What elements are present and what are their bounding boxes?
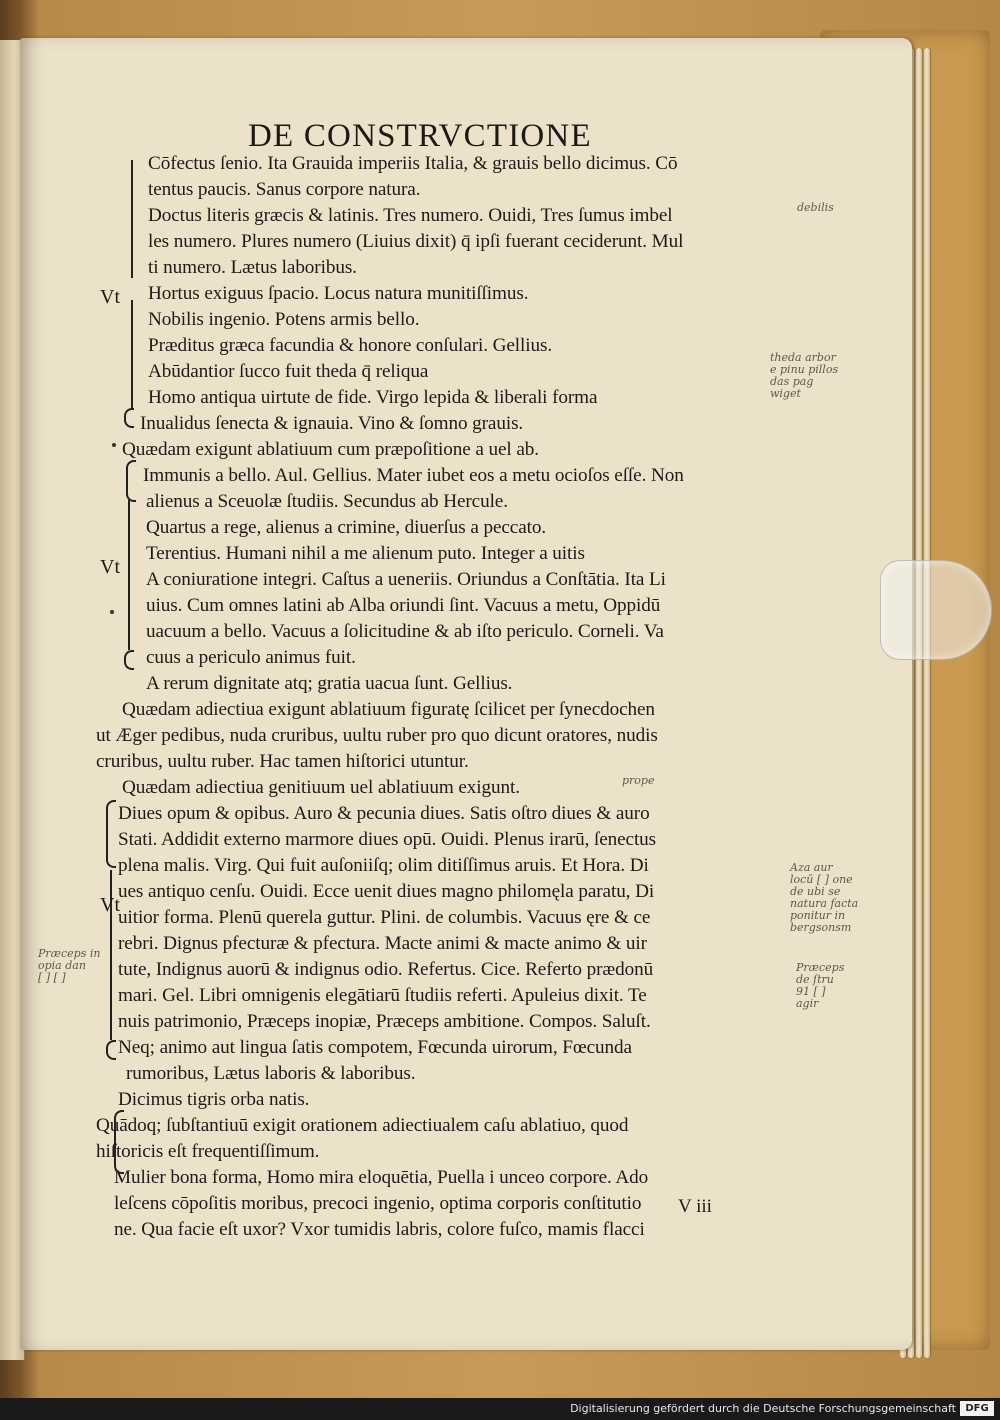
text-line: Quādoq; ſubſtantiuū exigit orationem adiectiualem caſu ablatiuo, quod	[96, 1115, 629, 1136]
bracket	[131, 160, 141, 278]
text-line: Nobilis ingenio. Potens armis bello.	[148, 309, 420, 330]
text-line: Quartus a rege, alienus a crimine, diuerſus a peccato.	[146, 517, 547, 538]
page-tab-clip	[880, 560, 992, 660]
vt-marker: Vt	[100, 894, 120, 916]
text-line: Quædam adiectiua genitiuum uel ablatiuum exigunt.	[122, 777, 520, 798]
marginal-note: theda arbor e pinu pillos das pag wiget	[770, 351, 839, 400]
bracket	[114, 1110, 124, 1174]
page-edge	[916, 48, 922, 1358]
text-line: nuis patrimonio, Præceps inopiæ, Præceps ambitione. Compos. Saluſt.	[118, 1011, 651, 1032]
text-line: Inualidus ſenecta & ignauia. Vino & ſomno grauis.	[140, 413, 524, 434]
dfg-logo: DFG	[960, 1401, 994, 1416]
bracket	[126, 460, 136, 502]
text-line: Dicimus tigris orba natis.	[118, 1089, 310, 1110]
text-line: Hortus exiguus ſpacio. Locus natura munitiſſimus.	[148, 283, 529, 304]
marginal-note: Aza aur locū [ ] one de ubi se natura facta ponitur in bergsonsm	[790, 861, 859, 934]
text-line: uacuum a bello. Vacuus a ſolicitudine & ab iſto periculo. Corneli. Va	[146, 621, 664, 642]
text-line: uius. Cum omnes latini ab Alba oriundi ſint. Vacuus a metu, Oppidū	[146, 595, 661, 616]
bullet-mark	[110, 610, 114, 614]
text-line: ti numero. Lætus laboribus.	[148, 257, 357, 278]
text-line: Neq; animo aut lingua ſatis compotem, Fœcunda uirorum, Fœcunda	[118, 1037, 632, 1058]
text-line: ut Æger pedibus, nuda cruribus, uultu ruber pro quo dicunt oratores, nudis	[96, 725, 658, 746]
text-line: Cōfectus ſenio. Ita Grauida imperiis Italia, & grauis bello dicimus. Cō	[148, 153, 678, 174]
text-line: Quædam exigunt ablatiuum cum præpoſitione a uel ab.	[122, 439, 539, 460]
folio-signature: V iii	[678, 1196, 712, 1217]
text-line: Diues opum & opibus. Auro & pecunia diues. Satis oſtro diues & auro	[118, 803, 650, 824]
vt-marker: Vt	[100, 286, 120, 308]
text-line: Stati. Addidit externo marmore diues opū. Ouidi. Plenus irarū, ſenectus	[118, 829, 657, 850]
bracket	[106, 1040, 116, 1060]
text-line: tentus paucis. Sanus corpore natura.	[148, 179, 421, 200]
marginal-note: Præceps in opia dan [ ] [ ]	[38, 947, 101, 984]
text-line: A coniuratione integri. Caſtus a ueneriis. Oriundus a Conſtātia. Ita Li	[146, 569, 666, 590]
text-line: alienus a Sceuolæ ſtudiis. Secundus ab Hercule.	[146, 491, 508, 512]
text-line: Abūdantior ſucco fuit theda q̄ reliqua	[148, 361, 429, 382]
bracket	[131, 300, 141, 410]
page-edge	[924, 48, 930, 1358]
vt-marker: Vt	[100, 556, 120, 578]
text-line: les numero. Plures numero (Liuius dixit) q̄ ipſi fuerant ceciderunt. Mul	[148, 231, 684, 252]
digitization-footer	[0, 1398, 1000, 1420]
text-line: cruribus, uultu ruber. Hac tamen hiſtorici utuntur.	[96, 751, 469, 772]
text-line: ne. Qua facie eſt uxor? Vxor tumidis labris, colore fuſco, mamis flacci	[114, 1219, 645, 1240]
footer-credit: Digitalisierung gefördert durch die Deutsche Forschungsgemeinschaft	[570, 1402, 956, 1415]
text-line: rebri. Dignus pfecturæ & pfectura. Macte animi & macte animo & uir	[118, 933, 647, 954]
marginal-note: debilis	[797, 201, 834, 214]
running-header: DE CONSTRVCTIONE	[248, 118, 592, 154]
text-line: Quædam adiectiua exigunt ablatiuum figuratę ſcilicet per ſynecdochen	[122, 699, 655, 720]
bullet-mark	[112, 443, 116, 447]
text-line: Terentius. Humani nihil a me alienum puto. Integer a uitis	[146, 543, 585, 564]
bracket	[106, 800, 116, 868]
text-line: cuus a periculo animus fuit.	[146, 647, 356, 668]
text-line: tute, Indignus auorū & indignus odio. Refertus. Cice. Referto prædonū	[118, 959, 654, 980]
text-line: Immunis a bello. Aul. Gellius. Mater iubet eos a metu ocioſos eſſe. Non	[143, 465, 684, 486]
text-line: Præditus græca facundia & honore conſulari. Gellius.	[148, 335, 553, 356]
marginal-note: prope	[622, 774, 655, 787]
text-line: ues antiquo cenſu. Ouidi. Ecce uenit diues magno philomęla paratu, Di	[118, 881, 655, 902]
text-line: Doctus literis græcis & latinis. Tres numero. Ouidi, Tres ſumus imbel	[148, 205, 673, 226]
text-line: plena malis. Virg. Qui fuit auſoniiſq; olim ditiſſimus aruis. Et Hora. Di	[118, 855, 649, 876]
marginal-note: Præceps de ſtru 91 [ ] agir	[796, 961, 845, 1010]
text-line: leſcens cōpoſitis moribus, precoci ingenio, optima corporis conſtitutio	[114, 1193, 642, 1214]
text-line: A rerum dignitate atq; gratia uacua ſunt. Gellius.	[146, 673, 513, 694]
text-line: Mulier bona forma, Homo mira eloquētia, Puella i unceo corpore. Ado	[114, 1167, 649, 1188]
bracket	[124, 408, 134, 428]
text-line: hiſtoricis eſt frequentiſſimum.	[96, 1141, 320, 1162]
text-line: Homo antiqua uirtute de fide. Virgo lepida & liberali forma	[148, 387, 598, 408]
bracket	[128, 500, 138, 650]
text-line: rumoribus, Lætus laboris & laboribus.	[126, 1063, 416, 1084]
text-line: uitior forma. Plenū querela guttur. Plini. de columbis. Vacuus ęre & ce	[118, 907, 651, 928]
text-line: mari. Gel. Libri omnigenis elegātiarū ſtudiis referti. Apuleius dixit. Te	[118, 985, 647, 1006]
bracket	[124, 650, 134, 670]
